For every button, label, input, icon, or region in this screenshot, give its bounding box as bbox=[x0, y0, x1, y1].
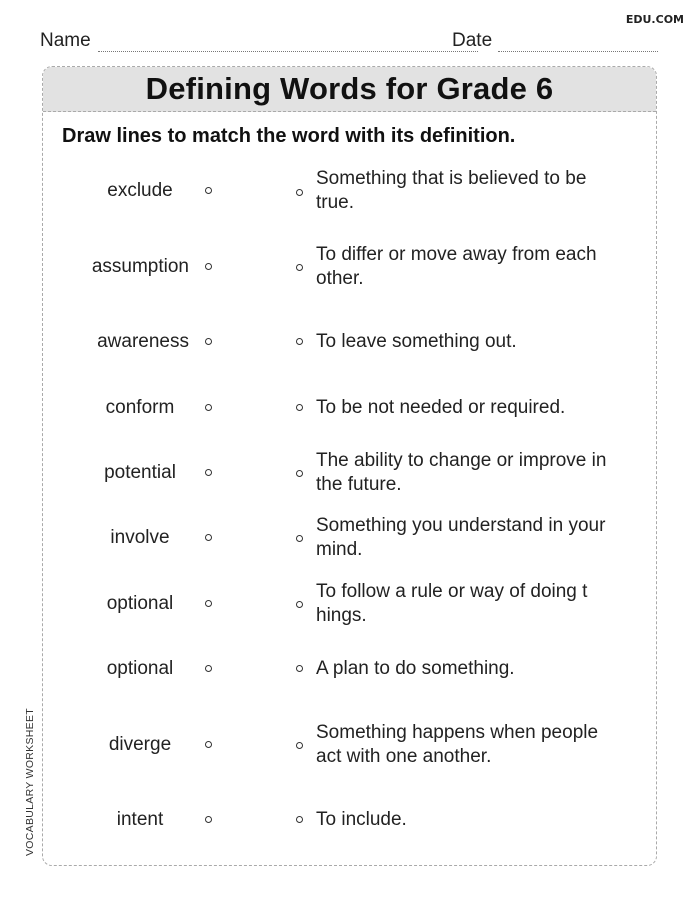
word-label: optional bbox=[106, 593, 174, 614]
word-dot[interactable] bbox=[205, 404, 212, 411]
definition-text: Something happens when people act with one another. bbox=[316, 722, 599, 767]
word-label: diverge bbox=[108, 734, 172, 755]
brand-logo: EDU.COM bbox=[625, 13, 684, 26]
definition-text: To leave something out. bbox=[316, 331, 517, 352]
word-label: conform bbox=[105, 397, 175, 418]
word-label: optional bbox=[106, 658, 174, 679]
definition-text: Something that is believed to be true. bbox=[316, 168, 587, 213]
definition-dot[interactable] bbox=[296, 338, 303, 345]
definition-text: To follow a rule or way of doing t hings. bbox=[316, 581, 588, 626]
date-label: Date bbox=[452, 30, 493, 51]
word-dot[interactable] bbox=[205, 338, 212, 345]
word-dot[interactable] bbox=[205, 534, 212, 541]
definition-text: To include. bbox=[316, 809, 407, 830]
word-label: assumption bbox=[91, 256, 189, 277]
instructions: Draw lines to match the word with its definition. bbox=[62, 125, 516, 147]
word-label: awareness bbox=[97, 331, 189, 352]
name-line[interactable] bbox=[98, 51, 478, 52]
definition-text: To be not needed or required. bbox=[316, 397, 566, 418]
definition-dot[interactable] bbox=[296, 816, 303, 823]
definition-dot[interactable] bbox=[296, 470, 303, 477]
word-dot[interactable] bbox=[205, 741, 212, 748]
name-date-row bbox=[40, 30, 660, 54]
definition-dot[interactable] bbox=[296, 665, 303, 672]
definition-text: The ability to change or improve in the future. bbox=[316, 450, 607, 495]
word-dot[interactable] bbox=[205, 816, 212, 823]
side-label: VOCABULARY WORKSHEET bbox=[24, 708, 36, 856]
word-dot[interactable] bbox=[205, 600, 212, 607]
word-dot[interactable] bbox=[205, 469, 212, 476]
definition-dot[interactable] bbox=[296, 742, 303, 749]
word-label: involve bbox=[110, 527, 170, 548]
page-title: Defining Words for Grade 6 bbox=[145, 71, 554, 106]
word-dot[interactable] bbox=[205, 187, 212, 194]
definition-dot[interactable] bbox=[296, 404, 303, 411]
word-label: intent bbox=[116, 809, 164, 830]
definition-text: To differ or move away from each other. bbox=[316, 244, 597, 289]
word-dot[interactable] bbox=[205, 665, 212, 672]
definition-dot[interactable] bbox=[296, 189, 303, 196]
definition-text: Something you understand in your mind. bbox=[316, 515, 606, 560]
definition-text: A plan to do something. bbox=[316, 658, 515, 679]
name-label: Name bbox=[40, 30, 91, 51]
definition-dot[interactable] bbox=[296, 601, 303, 608]
definition-dot[interactable] bbox=[296, 535, 303, 542]
word-label: exclude bbox=[107, 180, 173, 201]
word-dot[interactable] bbox=[205, 263, 212, 270]
definition-dot[interactable] bbox=[296, 264, 303, 271]
word-label: potential bbox=[104, 462, 176, 483]
worksheet-card bbox=[42, 66, 657, 866]
title-bar bbox=[43, 67, 656, 112]
date-line[interactable] bbox=[498, 51, 658, 52]
